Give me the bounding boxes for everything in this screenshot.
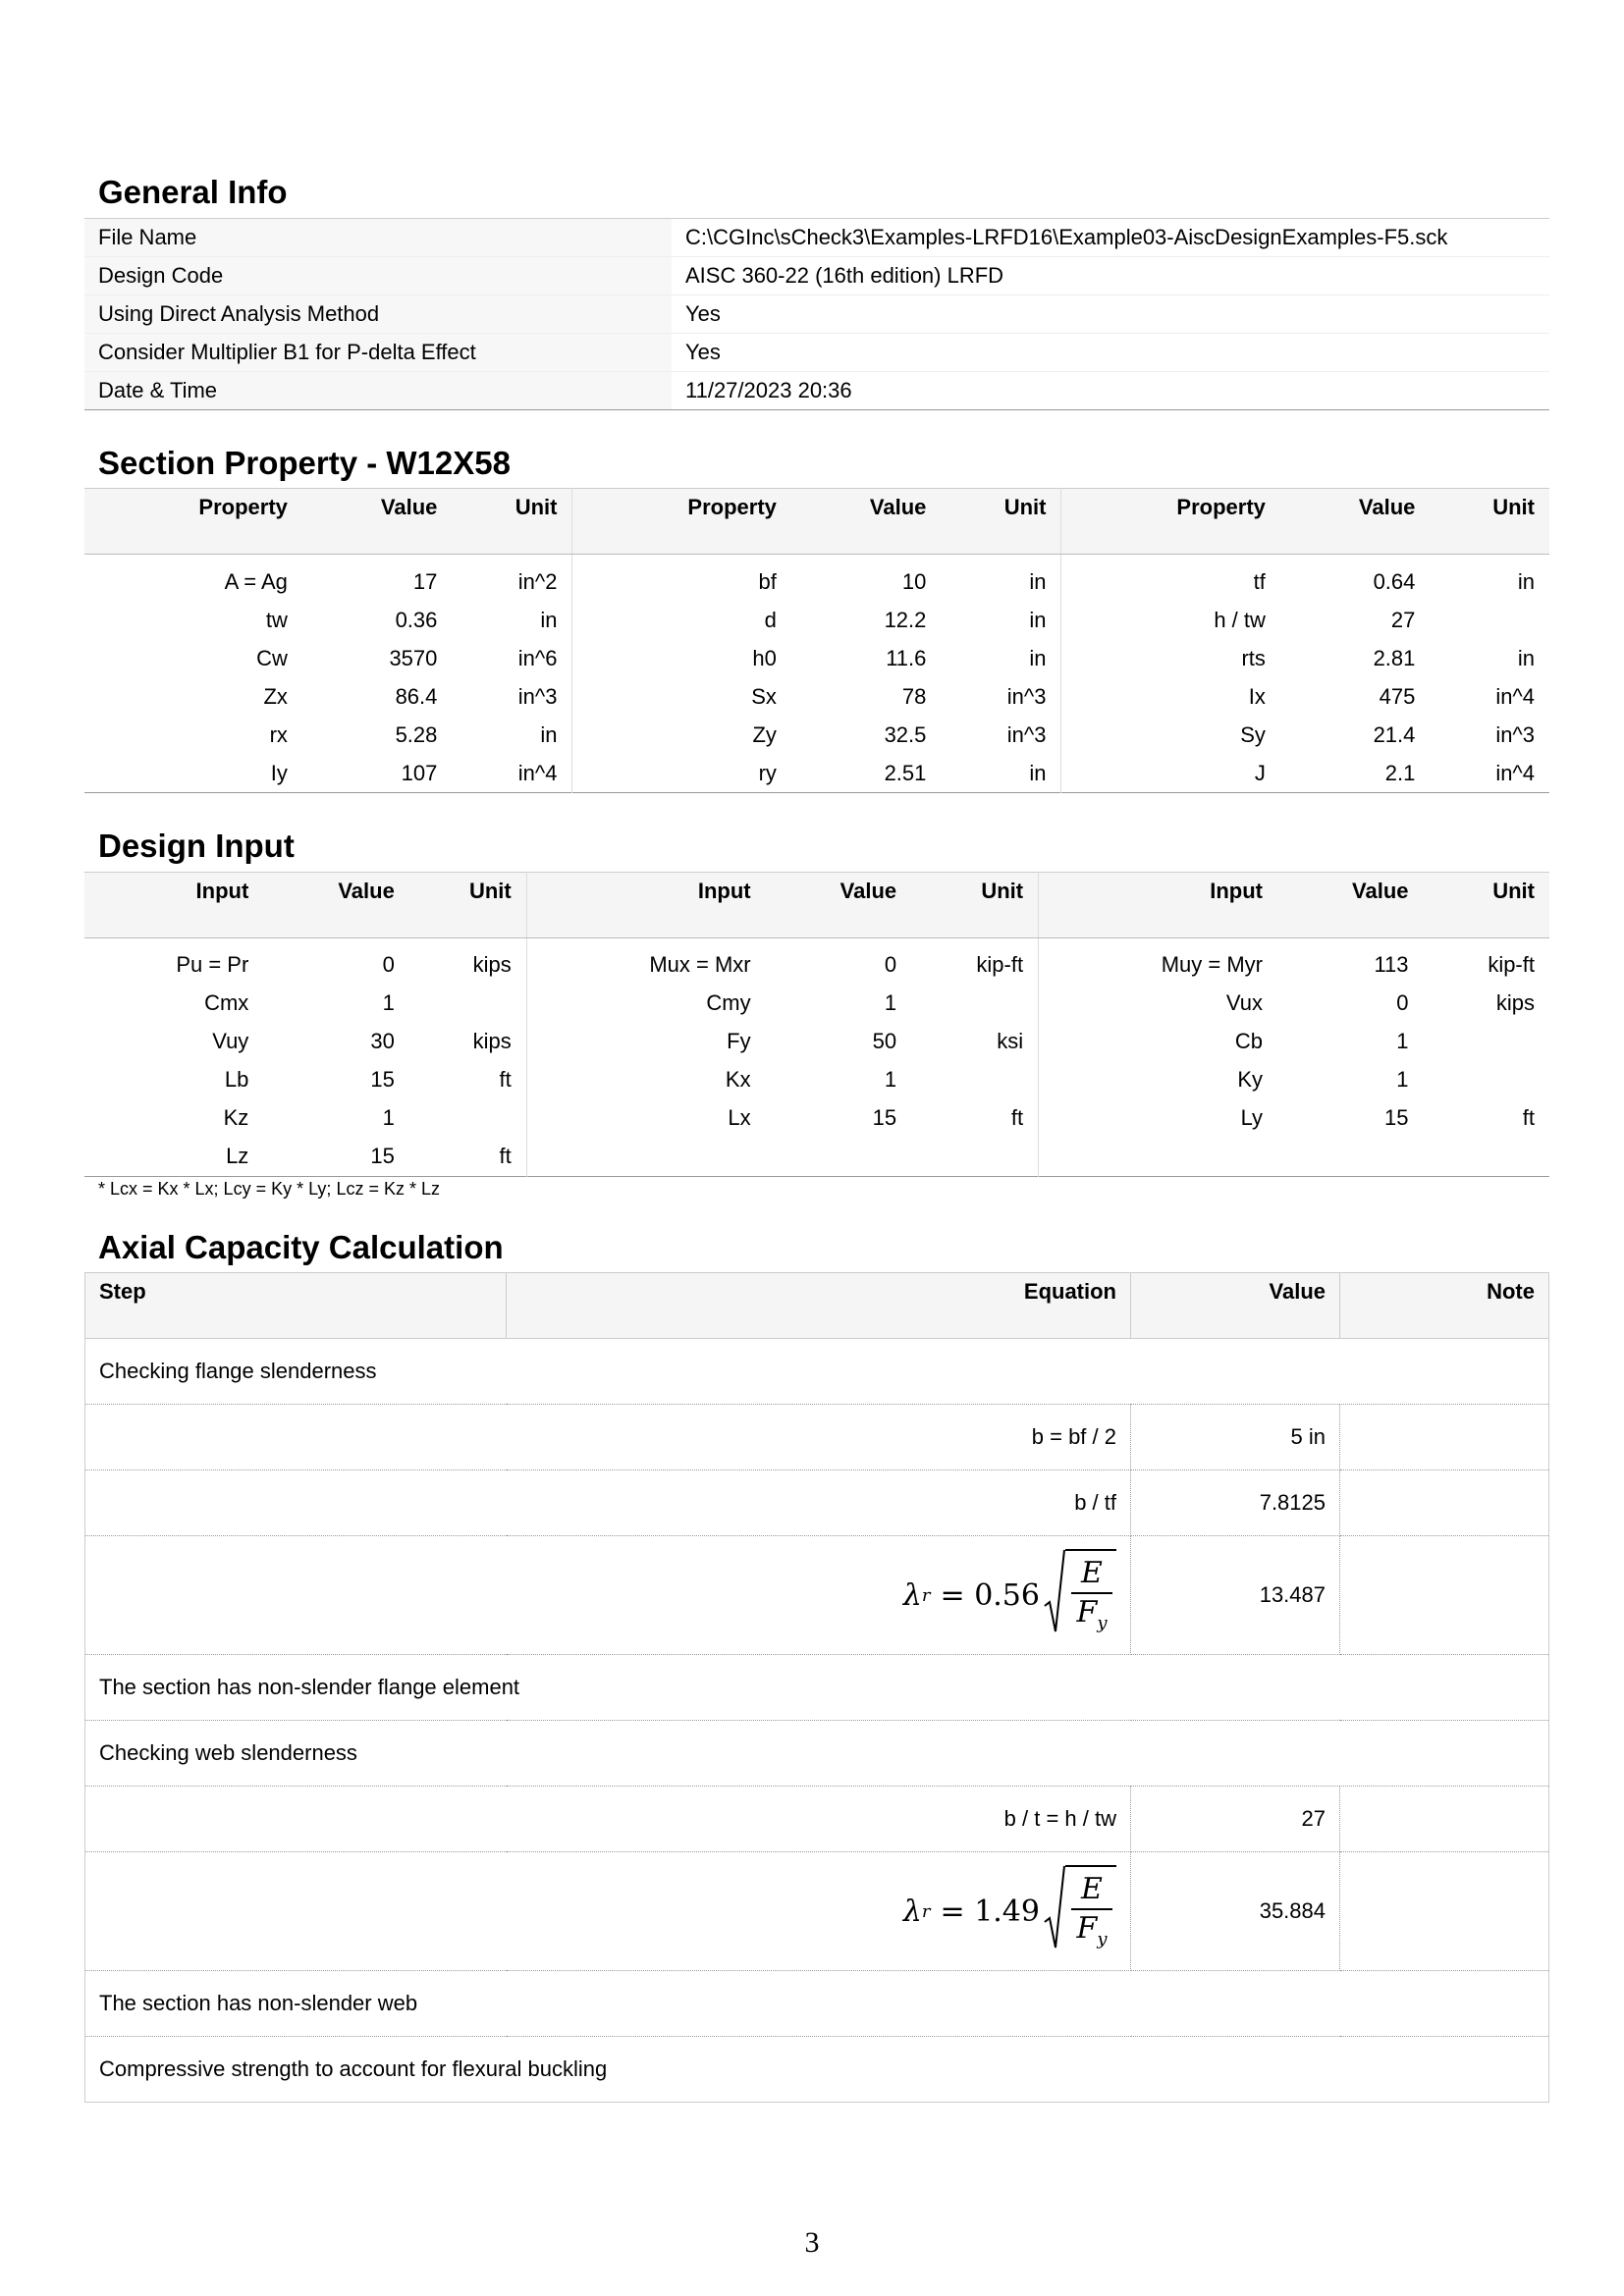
- grid-cell: rts: [1061, 639, 1280, 677]
- grid-cell: 15: [872, 1105, 897, 1131]
- grid-cell: 21.4: [1373, 721, 1416, 747]
- grid-cell: kips: [472, 952, 512, 978]
- b-equation: b = bf / 2: [85, 1405, 1131, 1470]
- grid-cell: in^3: [517, 683, 558, 709]
- info-value: Yes: [672, 333, 1549, 371]
- grid-header: Value: [791, 489, 941, 555]
- grid-cell: [409, 1099, 526, 1138]
- col-value: Value: [1131, 1273, 1340, 1339]
- grid-cell: 27: [1390, 607, 1416, 632]
- general-info-title: General Info: [98, 174, 288, 210]
- grid-cell: kip-ft: [976, 952, 1024, 978]
- grid-cell: Lb: [224, 1067, 249, 1093]
- grid-cell: 3570: [389, 645, 438, 670]
- grid-cell: in: [1029, 645, 1047, 670]
- grid-cell: 0.64: [1373, 568, 1416, 594]
- lambda-r-web-formula: λ r = 1.49 E $F_y$: [903, 1865, 1116, 1958]
- b-tf-note: [1340, 1470, 1549, 1536]
- grid-header: Property: [572, 489, 791, 555]
- grid-cell: in^4: [1495, 683, 1535, 709]
- grid-cell: 0: [884, 952, 897, 978]
- axial-table: [84, 1272, 1549, 2103]
- web-result: The section has non-slender web: [85, 1971, 1549, 2037]
- grid-header: Input: [84, 872, 263, 937]
- info-value: C:\CGInc\sCheck3\Examples-LRFD16\Example03-AiscDesignExamples-F5.sck: [672, 218, 1549, 256]
- grid-cell: [409, 985, 526, 1023]
- grid-cell: in^4: [1495, 760, 1535, 785]
- grid-cell: in^3: [1495, 721, 1535, 747]
- info-key: Date & Time: [84, 371, 672, 409]
- grid-cell: ft: [1010, 1105, 1024, 1131]
- report-page: [84, 173, 1549, 2103]
- grid-cell: in^3: [1006, 721, 1047, 747]
- grid-cell: ry: [572, 754, 791, 793]
- grid-cell: J: [1061, 754, 1280, 793]
- info-row: [84, 294, 1549, 333]
- grid-cell: 1: [884, 990, 897, 1016]
- grid-row: [84, 555, 1549, 602]
- grid-cell: [1277, 1138, 1424, 1177]
- grid-cell: 32.5: [884, 721, 927, 747]
- design-input-footnote: * Lcx = Kx * Lx; Lcy = Ky * Ly; Lcz = Kz * Lz: [98, 1178, 440, 1199]
- grid-row: [84, 1061, 1549, 1099]
- col-step: Step: [85, 1273, 507, 1339]
- grid-cell: Fy: [526, 1023, 765, 1061]
- grid-row: [84, 1138, 1549, 1177]
- grid-cell: 1: [382, 1105, 395, 1131]
- grid-row: [84, 985, 1549, 1023]
- grid-cell: [911, 985, 1038, 1023]
- grid-cell: 15: [370, 1067, 395, 1093]
- grid-cell: 1: [1396, 1029, 1409, 1054]
- grid-cell: 2.81: [1373, 645, 1416, 670]
- info-row: [84, 218, 1549, 256]
- grid-cell: bf: [572, 555, 791, 602]
- grid-cell: in: [1517, 568, 1535, 594]
- grid-cell: Sy: [1061, 716, 1280, 754]
- grid-header: Input: [526, 872, 765, 937]
- design-input-title: Design Input: [98, 828, 295, 865]
- grid-cell: in^2: [517, 568, 558, 594]
- grid-cell: Lz: [226, 1144, 249, 1169]
- b-tf-equation: b / tf: [85, 1470, 1131, 1536]
- grid-cell: Ly: [1039, 1099, 1277, 1138]
- grid-cell: 15: [1384, 1105, 1409, 1131]
- grid-cell: 1: [382, 990, 395, 1016]
- grid-cell: Ky: [1039, 1061, 1277, 1099]
- grid-cell: in: [1517, 645, 1535, 670]
- grid-header: Value: [1280, 489, 1430, 555]
- grid-cell: ft: [1522, 1105, 1535, 1131]
- grid-cell: Cw: [256, 645, 288, 670]
- grid-row: [84, 716, 1549, 754]
- grid-cell: h / tw: [1061, 601, 1280, 639]
- grid-row: [84, 937, 1549, 985]
- grid-cell: Mux = Mxr: [526, 937, 765, 985]
- grid-row: [84, 601, 1549, 639]
- grid-cell: 107: [401, 760, 438, 785]
- grid-row: [84, 639, 1549, 677]
- grid-cell: in: [1029, 607, 1047, 632]
- grid-cell: Zy: [572, 716, 791, 754]
- grid-header: Unit: [409, 872, 526, 937]
- grid-cell: 475: [1379, 683, 1416, 709]
- grid-header: Unit: [452, 489, 572, 555]
- grid-cell: [1424, 1061, 1549, 1099]
- flange-check-step: Checking flange slenderness: [85, 1339, 1549, 1405]
- info-key: Using Direct Analysis Method: [84, 294, 672, 333]
- grid-header: Property: [1061, 489, 1280, 555]
- grid-cell: in: [1029, 760, 1047, 785]
- b-t-value: 27: [1131, 1787, 1340, 1852]
- info-value: Yes: [672, 294, 1549, 333]
- grid-cell: Sx: [572, 677, 791, 716]
- grid-cell: Ix: [1061, 677, 1280, 716]
- lambda-r-web-equation: [85, 1852, 1131, 1971]
- grid-cell: 0: [382, 952, 395, 978]
- grid-cell: rx: [269, 721, 288, 747]
- grid-cell: 50: [872, 1029, 897, 1054]
- info-row: [84, 371, 1549, 409]
- grid-cell: 5.28: [395, 721, 438, 747]
- lambda-r-flange-value: 13.487: [1131, 1536, 1340, 1655]
- info-key: Design Code: [84, 256, 672, 294]
- grid-cell: d: [572, 601, 791, 639]
- grid-cell: 11.6: [886, 645, 927, 670]
- lambda-r-flange-formula: λ r = 0.56 E $F_y$: [903, 1549, 1116, 1642]
- grid-cell: Kz: [223, 1105, 249, 1131]
- grid-cell: ft: [499, 1067, 512, 1093]
- grid-cell: 2.1: [1384, 760, 1416, 785]
- grid-cell: in^3: [1006, 683, 1047, 709]
- grid-row: [84, 754, 1549, 793]
- b-tf-value: 7.8125: [1131, 1470, 1340, 1536]
- lambda-r-flange-note: [1340, 1536, 1549, 1655]
- grid-cell: Vux: [1039, 985, 1277, 1023]
- grid-cell: [1430, 601, 1549, 639]
- grid-cell: 1: [884, 1067, 897, 1093]
- grid-cell: [1424, 1023, 1549, 1061]
- info-key: Consider Multiplier B1 for P-delta Effect: [84, 333, 672, 371]
- grid-cell: Iy: [270, 760, 288, 785]
- grid-cell: [1424, 1138, 1549, 1177]
- grid-cell: [911, 1138, 1038, 1177]
- grid-header: Unit: [911, 872, 1038, 937]
- lambda-r-web-note: [1340, 1852, 1549, 1971]
- grid-cell: [526, 1138, 765, 1177]
- grid-cell: 17: [412, 568, 438, 594]
- b-t-equation: b / t = h / tw: [85, 1787, 1131, 1852]
- grid-cell: kips: [1495, 990, 1535, 1016]
- grid-header: Value: [1277, 872, 1424, 937]
- grid-cell: Cmx: [204, 990, 249, 1016]
- grid-cell: A = Ag: [224, 568, 288, 594]
- grid-header: Unit: [1430, 489, 1549, 555]
- grid-cell: Lx: [526, 1099, 765, 1138]
- section-property-title: Section Property - W12X58: [98, 444, 511, 481]
- web-check-step: Checking web slenderness: [85, 1721, 1549, 1787]
- grid-cell: tf: [1061, 555, 1280, 602]
- b-note: [1340, 1405, 1549, 1470]
- col-note: Note: [1340, 1273, 1549, 1339]
- grid-cell: 78: [901, 683, 927, 709]
- grid-cell: in: [540, 607, 558, 632]
- grid-cell: ft: [499, 1144, 512, 1169]
- grid-header: Value: [263, 872, 409, 937]
- page-number: 3: [804, 2226, 820, 2259]
- grid-header: Value: [302, 489, 452, 555]
- grid-header: Unit: [941, 489, 1061, 555]
- grid-cell: h0: [572, 639, 791, 677]
- general-info-table: [84, 218, 1549, 410]
- grid-cell: 30: [370, 1029, 395, 1054]
- grid-cell: in: [540, 721, 558, 747]
- info-key: File Name: [84, 218, 672, 256]
- grid-cell: tw: [265, 607, 288, 632]
- b-t-note: [1340, 1787, 1549, 1852]
- b-value: 5 in: [1131, 1405, 1340, 1470]
- info-value: 11/27/2023 20:36: [685, 377, 852, 402]
- grid-cell: 1: [1396, 1067, 1409, 1093]
- grid-header: Input: [1039, 872, 1277, 937]
- grid-cell: Kx: [526, 1061, 765, 1099]
- grid-cell: in: [1029, 568, 1047, 594]
- info-row: [84, 256, 1549, 294]
- grid-header: Value: [766, 872, 912, 937]
- grid-row: [84, 1099, 1549, 1138]
- grid-cell: [766, 1138, 912, 1177]
- lambda-r-flange-equation: [85, 1536, 1131, 1655]
- grid-header: Unit: [1424, 872, 1549, 937]
- grid-row: [84, 1023, 1549, 1061]
- grid-cell: ksi: [997, 1029, 1024, 1054]
- grid-cell: kip-ft: [1488, 952, 1535, 978]
- section-property-table: [84, 488, 1549, 793]
- grid-cell: 0: [1396, 990, 1409, 1016]
- grid-cell: Zx: [263, 683, 288, 709]
- grid-cell: [911, 1061, 1038, 1099]
- grid-cell: Cmy: [526, 985, 765, 1023]
- info-row: [84, 333, 1549, 371]
- compressive-step: Compressive strength to account for flexural buckling: [85, 2037, 1549, 2103]
- grid-cell: 12.2: [884, 607, 927, 632]
- grid-cell: in^6: [517, 645, 558, 670]
- grid-cell: Muy = Myr: [1039, 937, 1277, 985]
- grid-cell: Pu = Pr: [176, 952, 249, 978]
- grid-header: Property: [84, 489, 302, 555]
- lambda-r-web-value: 35.884: [1131, 1852, 1340, 1971]
- grid-cell: kips: [472, 1029, 512, 1054]
- grid-cell: [1039, 1138, 1277, 1177]
- col-equation: Equation: [507, 1273, 1131, 1339]
- grid-row: [84, 677, 1549, 716]
- grid-cell: 113: [1374, 952, 1409, 978]
- grid-cell: 86.4: [395, 683, 438, 709]
- grid-cell: in^4: [517, 760, 558, 785]
- grid-cell: Cb: [1039, 1023, 1277, 1061]
- design-input-table: [84, 872, 1549, 1177]
- grid-cell: 15: [370, 1144, 395, 1169]
- grid-cell: Vuy: [212, 1029, 249, 1054]
- flange-result: The section has non-slender flange element: [85, 1655, 1549, 1721]
- axial-title: Axial Capacity Calculation: [98, 1228, 504, 1265]
- grid-cell: 2.51: [884, 760, 927, 785]
- grid-cell: 10: [901, 568, 927, 594]
- grid-cell: 0.36: [395, 607, 438, 632]
- info-value: AISC 360-22 (16th edition) LRFD: [672, 256, 1549, 294]
